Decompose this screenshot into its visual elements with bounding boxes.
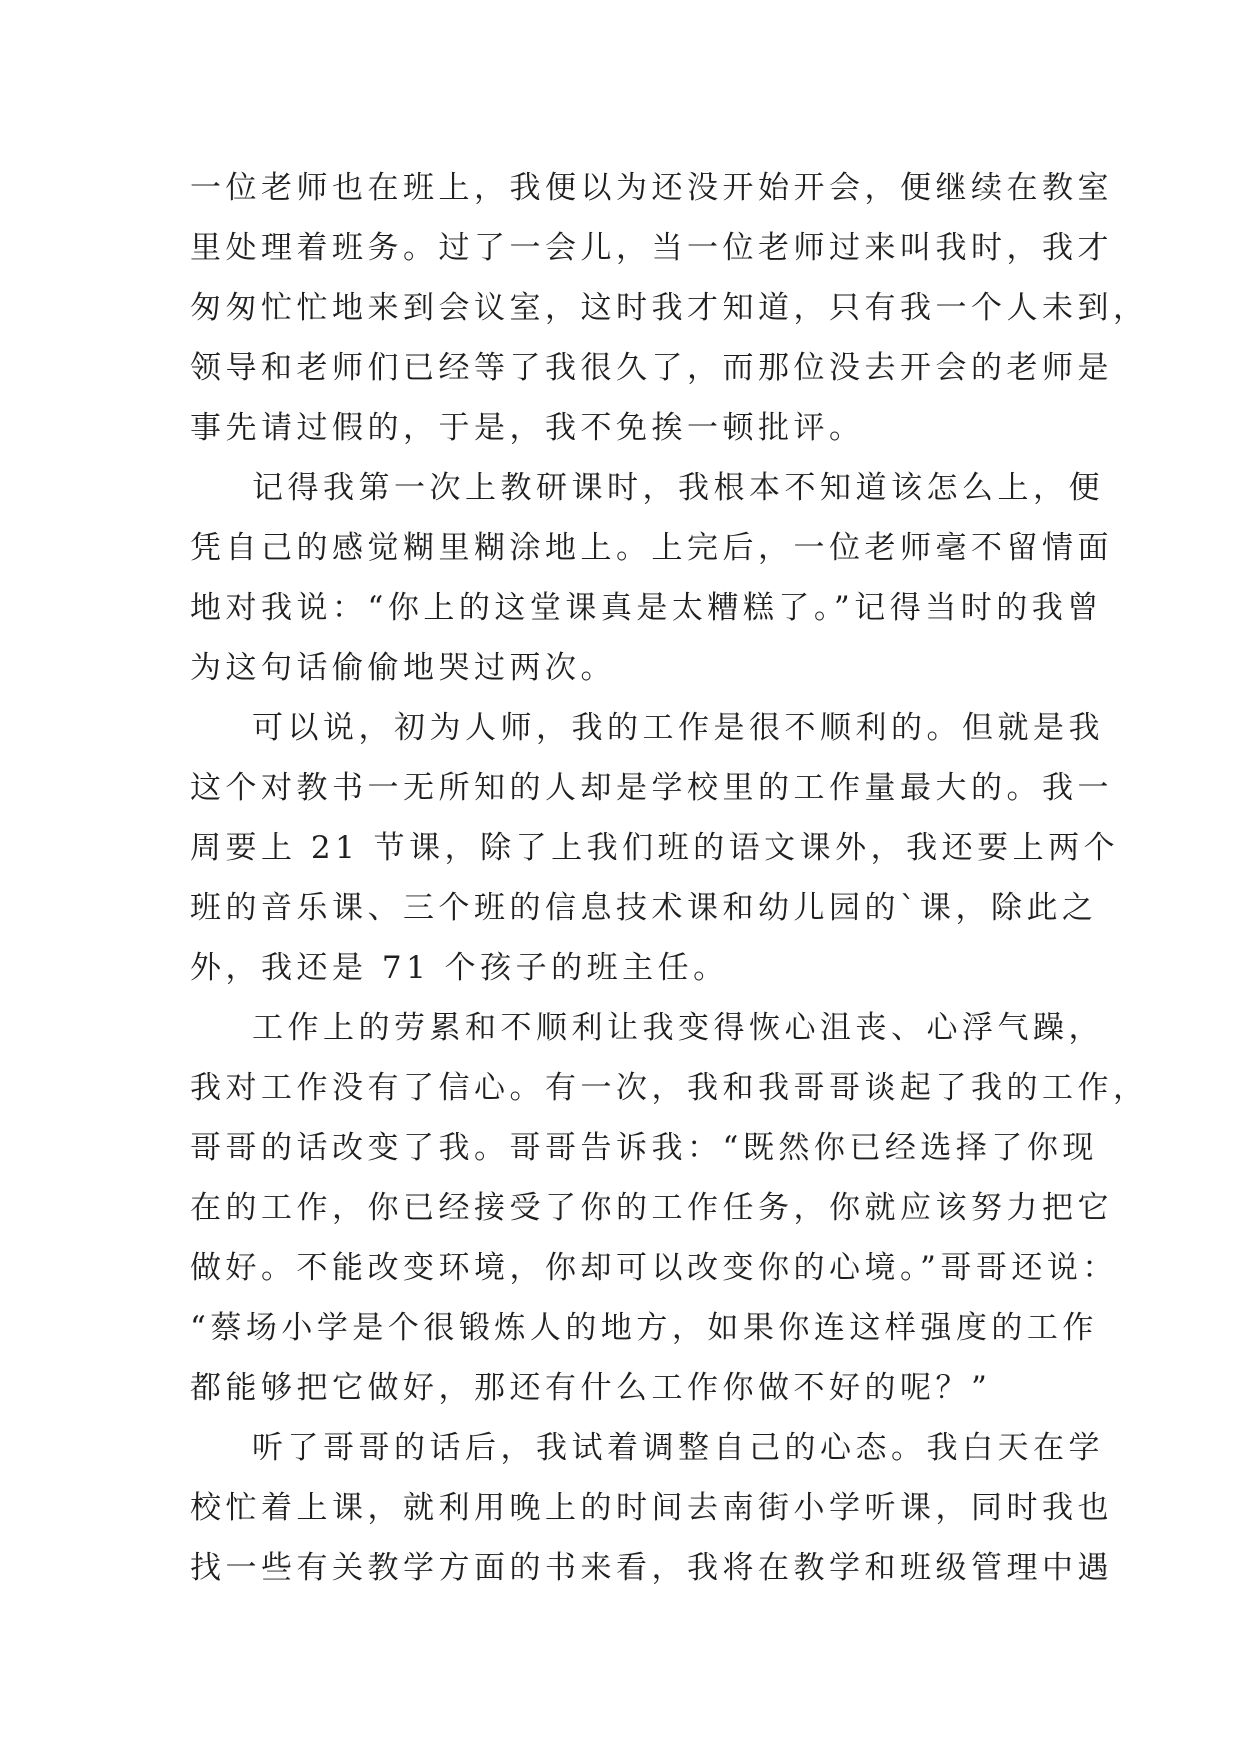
text-line: 找一些有关教学方面的书来看，我将在教学和班级管理中遇 [190, 1550, 1113, 1586]
text-line: 匆匆忙忙地来到会议室，这时我才知道，只有我一个人未到， [190, 290, 1149, 326]
text-line: 这个对教书一无所知的人却是学校里的工作量最大的。我一 [190, 770, 1113, 806]
paragraph [190, 458, 1113, 698]
text-line: 事先请过假的，于是，我不免挨一顿批评。 [190, 410, 865, 446]
text-line: 凭自己的感觉糊里糊涂地上。上完后，一位老师毫不留情面 [190, 530, 1113, 566]
text-line: 在的工作，你已经接受了你的工作任务，你就应该努力把它 [190, 1190, 1113, 1226]
text-line: 可以说，初为人师，我的工作是很不顺利的。但就是我 [252, 710, 1104, 746]
paragraph [190, 1418, 1113, 1598]
text-line: 周要上 21 节课，除了上我们班的语文课外，我还要上两个 [190, 830, 1120, 866]
paragraph [190, 998, 1149, 1418]
text-line: 一位老师也在班上，我便以为还没开始开会，便继续在教室 [190, 170, 1113, 206]
text-line: 我对工作没有了信心。有一次，我和我哥哥谈起了我的工作， [190, 1070, 1149, 1106]
text-line: 地对我说：“你上的这堂课真是太糟糕了。”记得当时的我曾 [190, 590, 1103, 626]
text-line: “蔡场小学是个很锻炼人的地方，如果你连这样强度的工作 [190, 1310, 1098, 1346]
paragraph [190, 698, 1120, 998]
text-line: 外，我还是 71 个孩子的班主任。 [190, 950, 729, 986]
text-line: 里处理着班务。过了一会儿，当一位老师过来叫我时，我才 [190, 230, 1113, 266]
text-line: 工作上的劳累和不顺利让我变得恢心沮丧、心浮气躁， [252, 1010, 1104, 1046]
paragraph [190, 158, 1149, 458]
body-text [190, 158, 1149, 1598]
text-line: 听了哥哥的话后，我试着调整自己的心态。我白天在学 [252, 1430, 1104, 1466]
text-line: 哥哥的话改变了我。哥哥告诉我：“既然你已经选择了你现 [190, 1130, 1098, 1166]
text-line: 记得我第一次上教研课时，我根本不知道该怎么上，便 [252, 470, 1104, 506]
text-line: 领导和老师们已经等了我很久了，而那位没去开会的老师是 [190, 350, 1113, 386]
text-line: 班的音乐课、三个班的信息技术课和幼儿园的`课，除此之 [190, 890, 1098, 926]
text-line: 为这句话偷偷地哭过两次。 [190, 650, 616, 686]
text-line: 都能够把它做好，那还有什么工作你做不好的呢？” [190, 1370, 992, 1406]
text-line: 做好。不能改变环境，你却可以改变你的心境。”哥哥还说： [190, 1250, 1118, 1286]
text-line: 校忙着上课，就利用晚上的时间去南街小学听课，同时我也 [190, 1490, 1113, 1526]
